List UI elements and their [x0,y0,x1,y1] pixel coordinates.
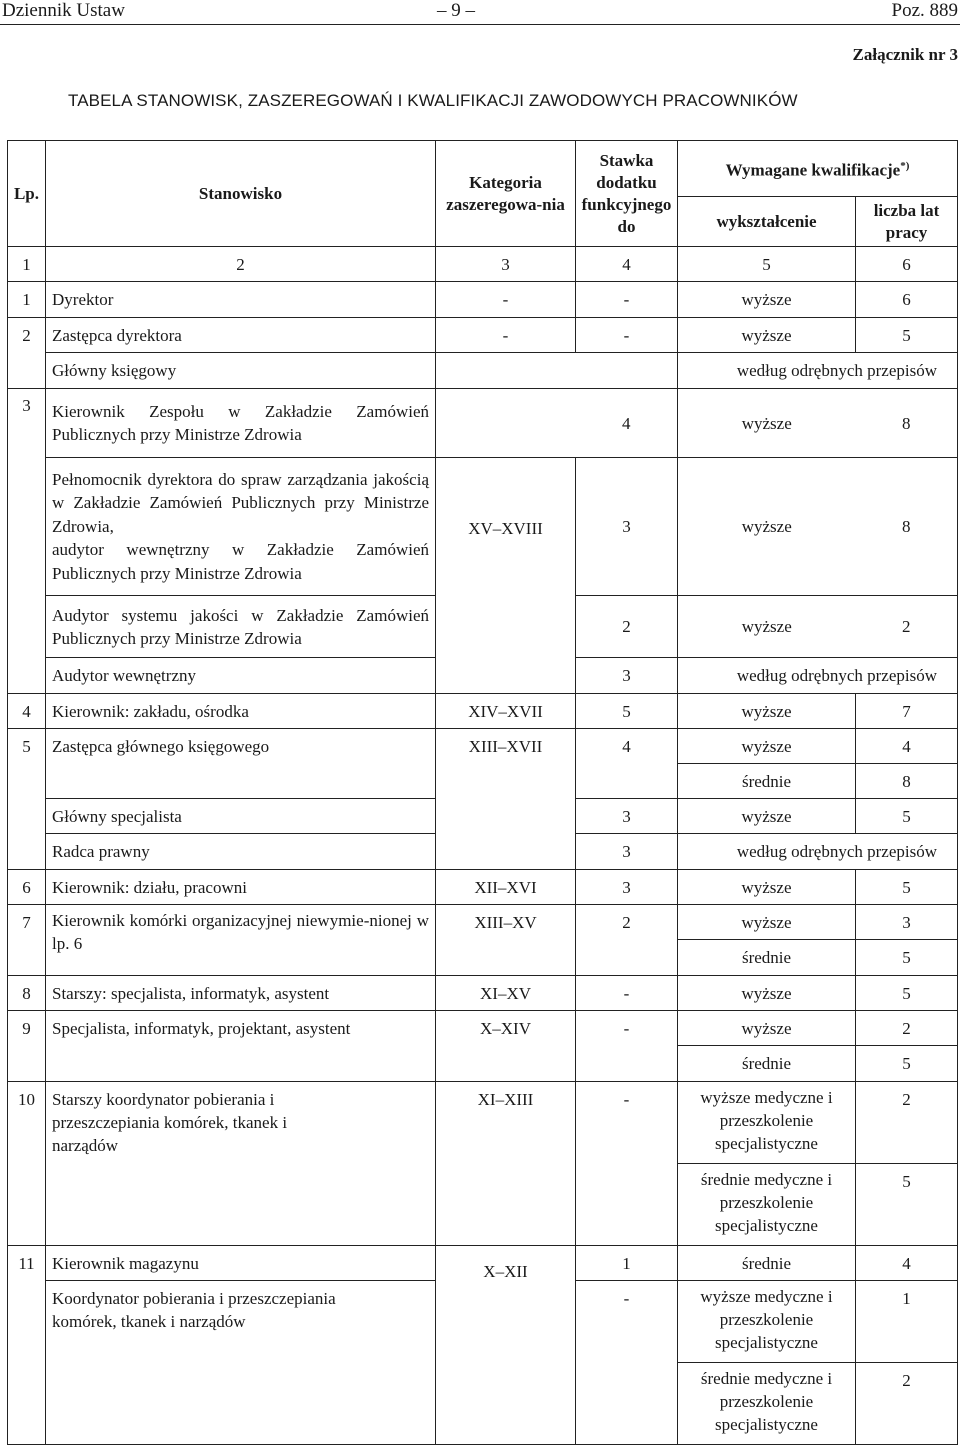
kategoria-cell [436,389,576,458]
lata-cell: 5 [856,940,958,976]
lp-cell [8,458,46,596]
kategoria-cell: - [436,318,576,353]
wyksztalcenie-cell: wyższe [678,870,856,905]
col-kategoria-header: Kategoria zaszeregowa-nia [436,141,576,247]
table-row [8,905,958,940]
wyksztalcenie-cell: wyższe medyczne i przeszkolenie specjalistyczne [678,1281,856,1363]
table-row [8,458,958,596]
table-row [8,282,958,318]
wyksztalcenie-cell: wyższe [678,389,856,458]
page-number: – 9 – [437,0,475,21]
stanowisko-cell: Kierownik: działu, pracowni [46,870,436,905]
kategoria-cell: XV–XVIII [436,458,576,694]
col-num: 2 [46,247,436,282]
lata-cell: 2 [856,1011,958,1046]
lp-cell: 11 [8,1246,46,1445]
lata-cell: 8 [856,458,958,596]
wyksztalcenie-cell: wyższe [678,729,856,764]
stanowisko-cell: Główny księgowy [46,353,436,389]
lata-cell: 7 [856,694,958,729]
lp-cell [8,834,46,870]
wyksztalcenie-cell: średnie [678,764,856,799]
lp-cell: 9 [8,1011,46,1082]
stawka-cell: 2 [576,905,678,976]
qualification-note-cell: według odrębnych przepisów [678,834,958,870]
kategoria-cell: XI–XV [436,976,576,1011]
table-row [8,729,958,764]
lata-cell: 5 [856,799,958,834]
lata-cell: 5 [856,1046,958,1082]
stanowisko-cell: Kierownik: zakładu, ośrodka [46,694,436,729]
col-lata-header: liczba lat pracy [856,197,958,247]
col-stanowisko-header: Stanowisko [46,141,436,247]
wyksztalcenie-cell: średnie medyczne i przeszkolenie specjalistyczne [678,1164,856,1246]
stanowisko-cell: Główny specjalista [46,799,436,834]
wyksztalcenie-cell: wyższe [678,976,856,1011]
wyksztalcenie-cell: średnie [678,940,856,976]
lp-cell: 6 [8,870,46,905]
wyksztalcenie-cell: wyższe [678,799,856,834]
kategoria-cell: XIII–XV [436,905,576,976]
stawka-cell: - [576,976,678,1011]
lata-cell: 2 [856,596,958,658]
lata-cell: 8 [856,389,958,458]
lp-cell [8,799,46,834]
col-num: 4 [576,247,678,282]
lp-cell: 1 [8,282,46,318]
position-number: Poz. 889 [891,0,958,21]
kategoria-cell [436,353,576,389]
kategoria-cell: XII–XVI [436,870,576,905]
stanowisko-cell: Kierownik Zespołu w Zakładzie Zamówień Publicznych przy Ministrze Zdrowia [46,389,436,458]
lp-cell [8,658,46,694]
stawka-cell: 3 [576,658,678,694]
stanowisko-cell: Zastępca głównego księgowego [46,729,436,799]
lata-cell: 6 [856,282,958,318]
lp-cell [8,353,46,389]
stanowisko-cell: Zastępca dyrektora [46,318,436,353]
stanowisko-cell: Specjalista, informatyk, projektant, asystent [46,1011,436,1082]
wyksztalcenie-cell: wyższe [678,905,856,940]
journal-name: Dziennik Ustaw [2,0,125,21]
wyksztalcenie-cell: wyższe [678,318,856,353]
wyksztalcenie-cell: wyższe [678,458,856,596]
table-row [8,870,958,905]
stanowisko-cell: Starszy koordynator pobierania i przeszczepiania komórek, tkanek i narządów [46,1082,436,1246]
kategoria-cell: XIV–XVII [436,694,576,729]
table-row [8,976,958,1011]
lata-cell: 5 [856,1164,958,1246]
qualification-note-cell: według odrębnych przepisów [678,658,958,694]
table-header-row [8,141,958,197]
stawka-cell [576,353,678,389]
wyksztalcenie-cell: wyższe [678,596,856,658]
stawka-cell: 4 [576,389,678,458]
stawka-cell: - [576,282,678,318]
stawka-cell: 5 [576,694,678,729]
lp-cell: 10 [8,1082,46,1246]
lp-cell: 4 [8,694,46,729]
document-title: TABELA STANOWISK, ZASZEREGOWAŃ I KWALIFIKACJI ZAWODOWYCH PRACOWNIKÓW [68,91,798,110]
kategoria-cell: X–XII [436,1246,576,1445]
qualification-note-cell: według odrębnych przepisów [678,353,958,389]
wyksztalcenie-cell: wyższe [678,1011,856,1046]
wyksztalcenie-cell: średnie [678,1246,856,1281]
lata-cell: 1 [856,1281,958,1363]
wyksztalcenie-cell: wyższe medyczne i przeszkolenie specjalistyczne [678,1082,856,1164]
col-num: 3 [436,247,576,282]
col-kwalifikacje-header: Wymagane kwalifikacje*) [678,141,958,197]
wyksztalcenie-cell: wyższe [678,694,856,729]
stanowisko-cell: Dyrektor [46,282,436,318]
stanowisko-cell: Audytor systemu jakości w Zakładzie Zamówień Publicznych przy Ministrze Zdrowia [46,596,436,658]
stanowisko-cell: Kierownik magazynu [46,1246,436,1281]
table-row [8,318,958,353]
stawka-cell: - [576,1281,678,1445]
annex-label: Załącznik nr 3 [852,45,958,64]
header-rule [0,24,960,25]
page-header [0,0,960,24]
lp-cell [8,596,46,658]
lata-cell: 2 [856,1363,958,1445]
table-row [8,1082,958,1164]
kategoria-cell: - [436,282,576,318]
kategoria-cell: XI–XIII [436,1082,576,1246]
wyksztalcenie-cell: średnie medyczne i przeszkolenie specjalistyczne [678,1363,856,1445]
stawka-cell: - [576,1082,678,1246]
table-row [8,1246,958,1281]
wyksztalcenie-cell: wyższe [678,282,856,318]
col-num: 6 [856,247,958,282]
lata-cell: 8 [856,764,958,799]
col-num: 5 [678,247,856,282]
stanowisko-cell: Starszy: specjalista, informatyk, asystent [46,976,436,1011]
col-stawka-header: Stawka dodatku funkcyjnego do [576,141,678,247]
stawka-cell: 2 [576,596,678,658]
lp-cell: 3 [8,389,46,458]
stanowisko-cell: Pełnomocnik dyrektora do spraw zarządzania jakością w Zakładzie Zamówień Publicznych przy Ministrze Zdrowia, audytor wewnętrzny w Zakładzie Zamówień Publicznych przy Ministrze Zdrowia [46,458,436,596]
kategoria-cell: XIII–XVII [436,729,576,870]
col-wyksztalcenie-header: wykształcenie [678,197,856,247]
stawka-cell: 3 [576,870,678,905]
positions-table [7,140,958,1445]
stawka-cell: 3 [576,458,678,596]
lata-cell: 5 [856,318,958,353]
stanowisko-cell: Radca prawny [46,834,436,870]
lata-cell: 5 [856,870,958,905]
col-num: 1 [8,247,46,282]
lp-cell: 2 [8,318,46,353]
stanowisko-cell: Koordynator pobierania i przeszczepiania komórek, tkanek i narządów [46,1281,436,1445]
table-row [8,389,958,458]
table-row [8,1011,958,1046]
lata-cell: 2 [856,1082,958,1164]
lp-cell: 8 [8,976,46,1011]
stawka-cell: 4 [576,729,678,799]
stawka-cell: 3 [576,834,678,870]
lata-cell: 4 [856,729,958,764]
lata-cell: 4 [856,1246,958,1281]
column-number-row [8,247,958,282]
stawka-cell: - [576,1011,678,1082]
lp-cell: 5 [8,729,46,799]
wyksztalcenie-cell: średnie [678,1046,856,1082]
table-row [8,353,958,389]
stanowisko-cell: Kierownik komórki organizacyjnej niewymie-nionej w lp. 6 [46,905,436,976]
table-row [8,694,958,729]
stawka-cell: 1 [576,1246,678,1281]
col-lp-header: Lp. [8,141,46,247]
lata-cell: 3 [856,905,958,940]
kategoria-cell: X–XIV [436,1011,576,1082]
lp-cell: 7 [8,905,46,976]
lata-cell: 5 [856,976,958,1011]
stanowisko-cell: Audytor wewnętrzny [46,658,436,694]
stawka-cell: 3 [576,799,678,834]
stawka-cell: - [576,318,678,353]
